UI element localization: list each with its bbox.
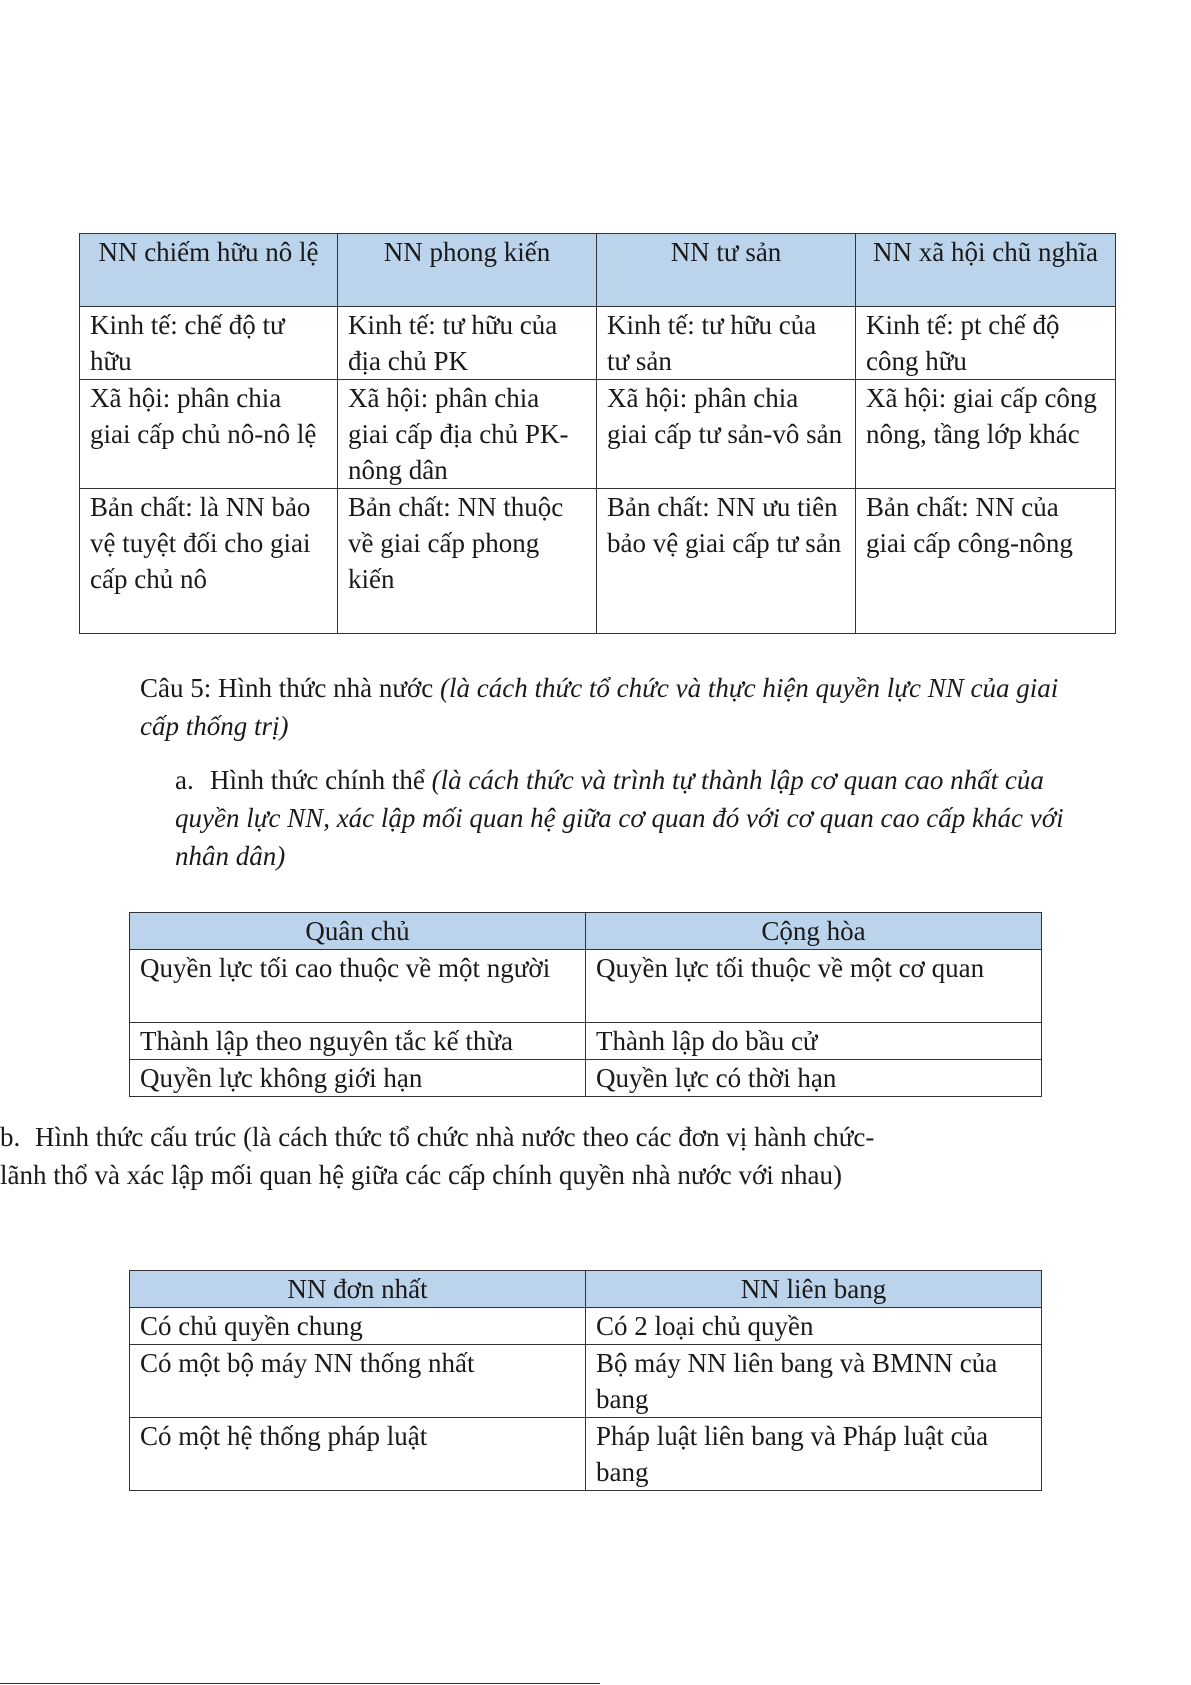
item-a-label: a. bbox=[175, 765, 194, 795]
item-b-label: b. bbox=[0, 1122, 21, 1152]
cell-republic-term: Quyền lực có thời hạn bbox=[586, 1060, 1042, 1097]
cell-society-bourgeois: Xã hội: phân chia giai cấp tư sản-vô sản bbox=[597, 380, 856, 489]
header-socialist-state: NN xã hội chũ nghĩa bbox=[856, 234, 1116, 307]
table-row bbox=[130, 1308, 1042, 1345]
header-slave-state: NN chiếm hữu nô lệ bbox=[80, 234, 338, 307]
cell-nature-slave: Bản chất: là NN bảo vệ tuyệt đối cho giai cấp chủ nô bbox=[80, 489, 338, 634]
cell-economy-slave: Kinh tế: chế độ tư hữu bbox=[80, 307, 338, 380]
state-types-table bbox=[79, 233, 1116, 634]
question-5-desc: (là cách thức tổ chức và thực hiện quyền lực NN của giai cấp thống trị) bbox=[140, 673, 1059, 741]
cell-unitary-apparatus: Có một bộ máy NN thống nhất bbox=[130, 1345, 586, 1418]
item-a-title: Hình thức chính thể bbox=[210, 765, 425, 795]
header-feudal-state: NN phong kiến bbox=[338, 234, 597, 307]
header-unitary: NN đơn nhất bbox=[130, 1271, 586, 1308]
question-5-title: Câu 5: Hình thức nhà nước bbox=[140, 673, 434, 703]
item-b bbox=[0, 1118, 900, 1194]
cell-republic-formation: Thành lập do bầu cử bbox=[586, 1023, 1042, 1060]
header-monarchy: Quân chủ bbox=[130, 913, 586, 950]
cell-economy-bourgeois: Kinh tế: tư hữu của tư sản bbox=[597, 307, 856, 380]
table-row bbox=[80, 307, 1116, 380]
header-bourgeois-state: NN tư sản bbox=[597, 234, 856, 307]
header-federal: NN liên bang bbox=[586, 1271, 1042, 1308]
government-form-header-row bbox=[130, 913, 1042, 950]
table-row bbox=[130, 1418, 1042, 1491]
table-row bbox=[130, 1023, 1042, 1060]
cell-nature-bourgeois: Bản chất: NN ưu tiên bảo vệ giai cấp tư sản bbox=[597, 489, 856, 634]
table-row bbox=[80, 489, 1116, 634]
cell-federal-law: Pháp luật liên bang và Pháp luật của bang bbox=[586, 1418, 1042, 1491]
item-a bbox=[175, 761, 1075, 875]
header-republic: Cộng hòa bbox=[586, 913, 1042, 950]
cell-economy-feudal: Kinh tế: tư hữu của địa chủ PK bbox=[338, 307, 597, 380]
cell-society-slave: Xã hội: phân chia giai cấp chủ nô-nô lệ bbox=[80, 380, 338, 489]
cell-unitary-sovereignty: Có chủ quyền chung bbox=[130, 1308, 586, 1345]
cell-monarchy-term: Quyền lực không giới hạn bbox=[130, 1060, 586, 1097]
footnote-divider bbox=[0, 1683, 600, 1684]
cell-federal-sovereignty: Có 2 loại chủ quyền bbox=[586, 1308, 1042, 1345]
state-types-header-row bbox=[80, 234, 1116, 307]
cell-unitary-law: Có một hệ thống pháp luật bbox=[130, 1418, 586, 1491]
cell-nature-socialist: Bản chất: NN của giai cấp công-nông bbox=[856, 489, 1116, 634]
cell-society-feudal: Xã hội: phân chia giai cấp địa chủ PK-nông dân bbox=[338, 380, 597, 489]
table-row bbox=[80, 380, 1116, 489]
cell-monarchy-formation: Thành lập theo nguyên tắc kế thừa bbox=[130, 1023, 586, 1060]
cell-nature-feudal: Bản chất: NN thuộc về giai cấp phong kiến bbox=[338, 489, 597, 634]
government-form-table bbox=[129, 912, 1042, 1097]
cell-society-socialist: Xã hội: giai cấp công nông, tầng lớp khác bbox=[856, 380, 1116, 489]
structure-form-header-row bbox=[130, 1271, 1042, 1308]
cell-federal-apparatus: Bộ máy NN liên bang và BMNN của bang bbox=[586, 1345, 1042, 1418]
table-row bbox=[130, 1345, 1042, 1418]
table-row bbox=[130, 1060, 1042, 1097]
cell-monarchy-power: Quyền lực tối cao thuộc về một người bbox=[130, 950, 586, 1023]
structure-form-table bbox=[129, 1270, 1042, 1491]
table-row bbox=[130, 950, 1042, 1023]
question-5 bbox=[140, 669, 1070, 745]
cell-economy-socialist: Kinh tế: pt chế độ công hữu bbox=[856, 307, 1116, 380]
cell-republic-power: Quyền lực tối thuộc về một cơ quan bbox=[586, 950, 1042, 1023]
item-b-text: Hình thức cấu trúc (là cách thức tổ chức nhà nước theo các đơn vị hành chức-lãnh thổ và xác lập mối quan hệ giữa các cấp chính quyền nhà nước với nhau) bbox=[0, 1122, 875, 1190]
item-a-desc: (là cách thức và trình tự thành lập cơ quan cao nhất của quyền lực NN, xác lập mối quan hệ giữa cơ quan đó với cơ quan cao cấp khác với nhân dân) bbox=[175, 765, 1064, 871]
